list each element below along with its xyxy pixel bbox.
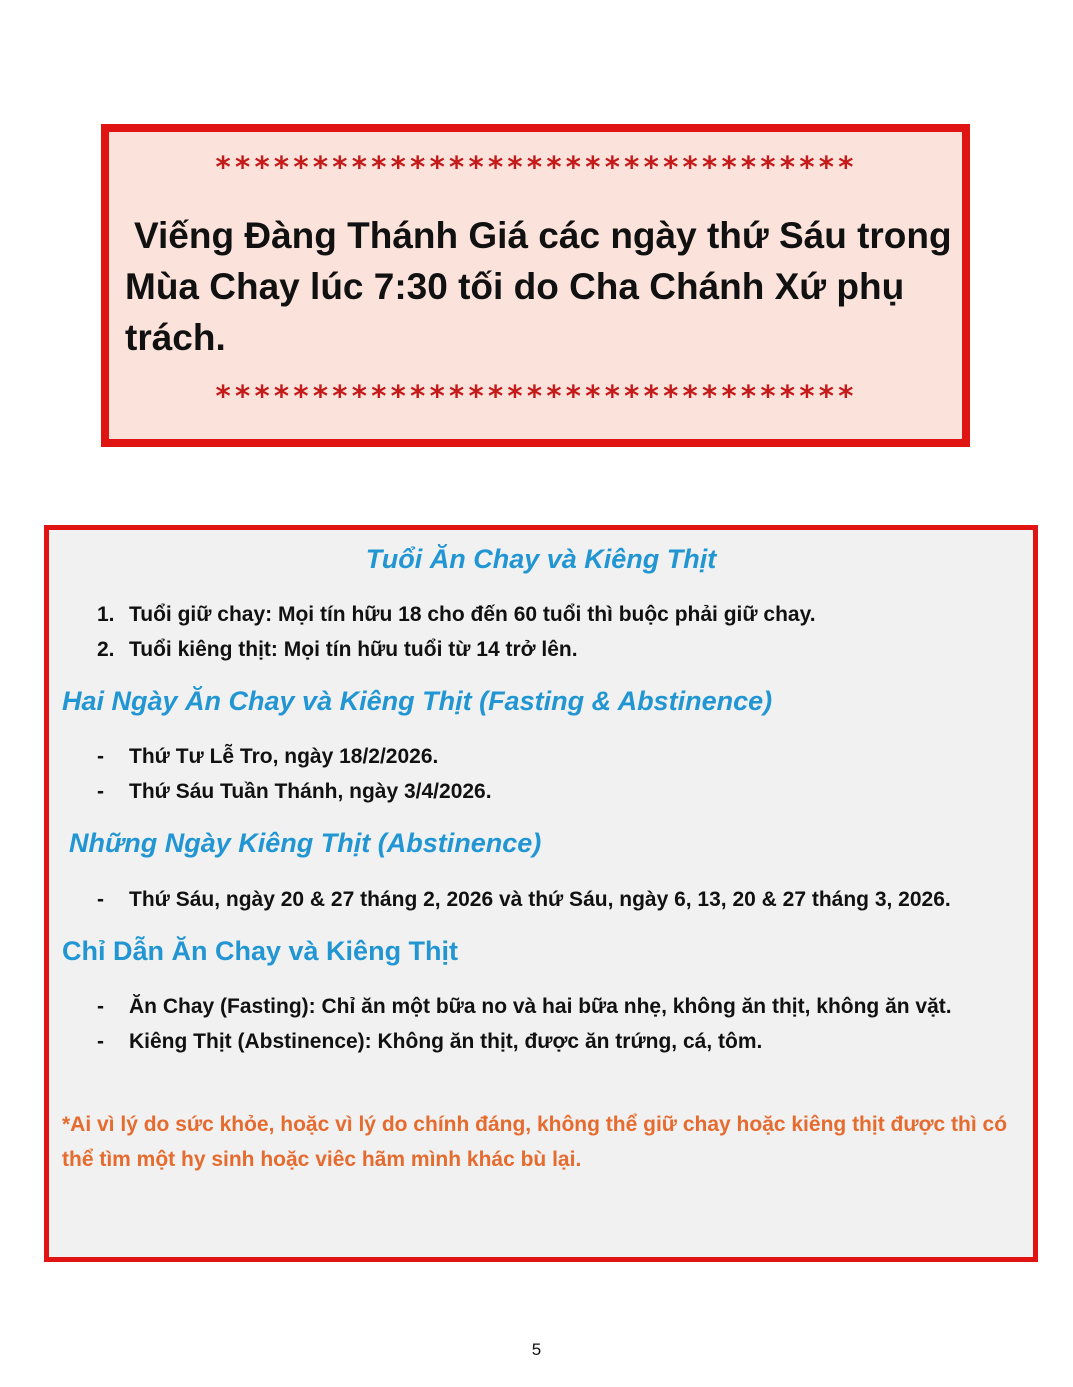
note-line: thể tìm một hy sinh hoặc viêc hãm mình khác bù lại. [62,1148,582,1171]
list-item: Tuổi kiêng thịt: Mọi tín hữu tuổi từ 14 trở lên. [129,638,578,661]
stations-of-cross-notice [101,124,970,447]
dash-bullet: - [97,780,104,803]
guide-heading: Chỉ Dẫn Ăn Chay và Kiêng Thịt [62,936,459,966]
ages-heading: Tuổi Ăn Chay và Kiêng Thịt [365,544,717,574]
dash-bullet: - [97,995,104,1018]
note-line: *Ai vì lý do sức khỏe, hoặc vì lý do chính đáng, không thể giữ chay hoặc kiêng thịt được thì có [62,1113,1008,1136]
stars-divider-bottom: ********************************* [214,379,857,413]
abstinence-heading: Những Ngày Kiêng Thịt (Abstinence) [69,828,542,858]
list-item: Kiêng Thịt (Abstinence): Không ăn thịt, được ăn trứng, cá, tôm. [129,1030,763,1053]
list-item: Thứ Sáu Tuần Thánh, ngày 3/4/2026. [129,780,492,803]
notice-line: Viếng Đàng Thánh Giá các ngày thứ Sáu trong [134,215,952,256]
notice-line: trách. [125,317,226,358]
dash-bullet: - [97,1030,104,1053]
list-number: 2. [97,638,115,661]
list-item: Thứ Sáu, ngày 20 & 27 tháng 2, 2026 và thứ Sáu, ngày 6, 13, 20 & 27 tháng 3, 2026. [129,888,951,911]
dash-bullet: - [97,745,104,768]
stars-divider-top: ********************************* [214,150,857,184]
list-item: Tuổi giữ chay: Mọi tín hữu 18 cho đến 60 tuổi thì buộc phải giữ chay. [129,603,816,626]
notice-line: Mùa Chay lúc 7:30 tối do Cha Chánh Xứ phụ [125,266,905,307]
fasting-rules-box [44,525,1038,1262]
list-item: Ăn Chay (Fasting): Chỉ ăn một bữa no và hai bữa nhẹ, không ăn thịt, không ăn vặt. [129,995,952,1018]
dash-bullet: - [97,888,104,911]
list-item: Thứ Tư Lễ Tro, ngày 18/2/2026. [129,745,439,768]
exemption-note [62,1107,1027,1177]
list-number: 1. [97,603,115,626]
fast-days-heading: Hai Ngày Ăn Chay và Kiêng Thịt (Fasting & Abstinence) [62,686,773,716]
notice-text [125,210,955,363]
page-number: 5 [531,1340,542,1359]
